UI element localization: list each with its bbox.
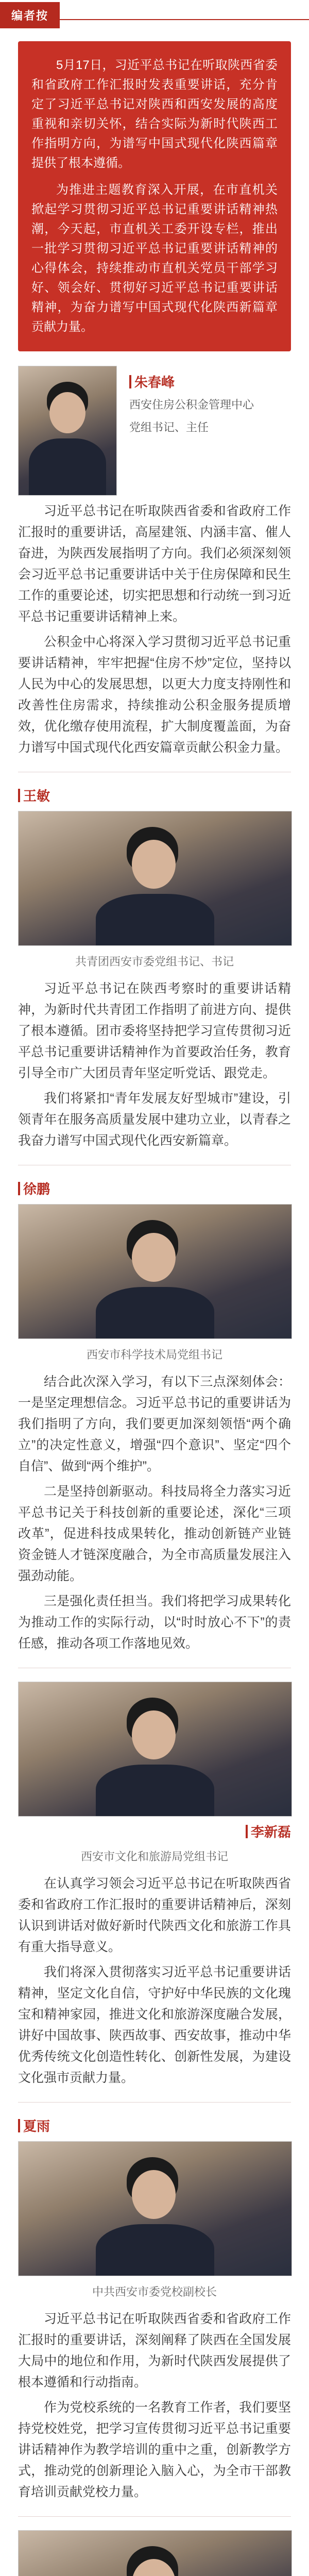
section-divider	[18, 2102, 291, 2103]
profile-header	[18, 786, 291, 969]
body-paragraph: 习近平总书记在听取陕西省委和省政府工作汇报时的重要讲话，高屋建瓴、内涵丰富、催人奋进，为陕西发展指明了方向。我们必须深刻领会习近平总书记重要讲话中关于住房保障和民生工作的重要论述，切实把思想和行动统一到习近平总书记重要讲话精神上来。	[18, 504, 291, 624]
profile-name: 徐鹏	[23, 1181, 50, 1197]
profile-body	[0, 501, 309, 758]
profile-header	[18, 2116, 291, 2299]
portrait-photo	[18, 2141, 292, 2276]
body-paragraph: 我们将紧扣“青年发展友好型城市”建设，引领青年在服务高质量发展中建功立业，以青春之我奋力谱写中国式现代化西安新篇章。	[18, 1091, 291, 1148]
profile-body	[0, 1371, 309, 1654]
profile-name-box	[129, 366, 254, 436]
body-paragraph: 二是坚持创新驱动。科技局将全力落实习近平总书记关于科技创新的重要论述，深化“三项改革”，促进科技成果转化，推动创新链产业链资金链人才链深度融合，为全市高质量发展注入强劲动能。	[18, 1484, 291, 1583]
editor-note-header	[0, 0, 309, 30]
intro-box	[18, 41, 291, 351]
intro-paragraph: 5月17日，习近平总书记在听取陕西省委和省政府工作汇报时发表重要讲话，充分肯定了习近平总书记对陕西和西安发展的高度重视和亲切关怀，结合实际为新时代陕西工作指明方向，为谱写中国式现代化陕西篇章提供了根本遵循。	[31, 58, 278, 170]
portrait-photo	[18, 2530, 292, 2576]
portrait-photo	[18, 811, 292, 946]
profile-name: 朱春峰	[134, 375, 175, 390]
profile-name: 李新磊	[250, 1824, 291, 1840]
profile-title: 中共西安市委党校副校长	[92, 2285, 217, 2298]
body-paragraph: 习近平总书记在陕西考察时的重要讲话精神，为新时代共青团工作指明了前进方向、提供了根本遵循。团市委将坚持把学习宣传贯彻习近平总书记重要讲话精神作为首要政治任务，教育引导全市广大团员青年坚定听党话、跟党走。	[18, 981, 291, 1080]
profile-header	[0, 351, 309, 501]
header-divider	[60, 19, 309, 20]
body-paragraph: 习近平总书记在听取陕西省委和省政府工作汇报时的重要讲话，深刻阐释了陕西在全国发展大局中的地位和作用，为新时代陕西发展提供了根本遵循和行动指南。	[18, 2312, 291, 2389]
editor-note-tag: 编者按	[0, 2, 60, 28]
profile-title: 共青团西安市委党组书记、书记	[75, 955, 234, 968]
accent-bar	[18, 789, 20, 802]
profile-body	[0, 2309, 309, 2503]
profile-header	[18, 2530, 291, 2576]
body-paragraph: 作为党校系统的一名教育工作者，我们要坚持党校姓党，把学习宣传贯彻习近平总书记重要讲话精神作为教学培训的重中之重，创新教学方式，推动党的创新理论入脑入心，为全市干部教育培训贡献党校力量。	[18, 2400, 291, 2499]
profile-title: 西安住房公积金管理中心	[129, 398, 254, 411]
body-paragraph: 三是强化责任担当。我们将把学习成果转化为推动工作的实际行动，以“时时放心不下”的责任感，推动各项工作落地见效。	[18, 1594, 291, 1651]
body-paragraph: 在认真学习领会习近平总书记在听取陕西省委和省政府工作汇报时的重要讲话精神后，深刻认识到讲话对做好新时代陕西文化和旅游工作具有重大指导意义。	[18, 1876, 291, 1954]
portrait-photo	[18, 1682, 292, 1817]
accent-bar	[18, 1182, 20, 1195]
accent-bar	[246, 1825, 248, 1838]
profile-title: 党组书记、主任	[129, 421, 209, 434]
portrait-photo	[18, 1204, 292, 1339]
profile-title: 西安市科学技术局党组书记	[86, 1348, 222, 1361]
body-paragraph: 结合此次深入学习，有以下三点深刻体会：一是坚定理想信念。习近平总书记的重要讲话为我们指明了方向，我们要更加深刻领悟“两个确立”的决定性意义，增强“四个意识”、坚定“四个自信”、做到“两个维护”。	[18, 1375, 291, 1473]
accent-bar	[18, 2119, 20, 2132]
body-paragraph: 公积金中心将深入学习贯彻习近平总书记重要讲话精神，牢牢把握“住房不炒”定位，坚持以人民为中心的发展思想，以更大力度支持刚性和改善性住房需求，持续推动公积金服务提质增效，优化缴存使用流程，扩大制度覆盖面，为奋力谱写中国式现代化西安篇章贡献公积金力量。	[18, 635, 291, 755]
profile-body	[0, 1873, 309, 2089]
profile-name: 夏雨	[23, 2119, 50, 2134]
accent-bar	[129, 375, 131, 388]
profile-header	[18, 1682, 291, 1864]
profile-body	[0, 978, 309, 1151]
body-paragraph: 我们将深入贯彻落实习近平总书记重要讲话精神，坚定文化自信，守护好中华民族的文化瑰宝和精神家园，推进文化和旅游深度融合发展，讲好中国故事、陕西故事、西安故事，推动中华优秀传统文化创造性转化、创新性发展，为建设文化强市贡献力量。	[18, 1965, 291, 2085]
profile-title: 西安市文化和旅游局党组书记	[80, 1850, 228, 1863]
portrait-photo	[18, 366, 117, 496]
profile-name: 王敏	[23, 788, 50, 804]
intro-paragraph: 为推进主题教育深入开展，在市直机关掀起学习贯彻习近平总书记重要讲话精神热潮，今天起，市直机关工委开设专栏，推出一批学习贯彻习近平总书记重要讲话精神的心得体会，持续推动市直机关党员干部学习好、领会好、贯彻好习近平总书记重要讲话精神，为奋力谱写中国式现代化陕西新篇章贡献力量。	[31, 183, 278, 334]
section-divider	[18, 2516, 291, 2517]
profile-header	[18, 1179, 291, 1362]
